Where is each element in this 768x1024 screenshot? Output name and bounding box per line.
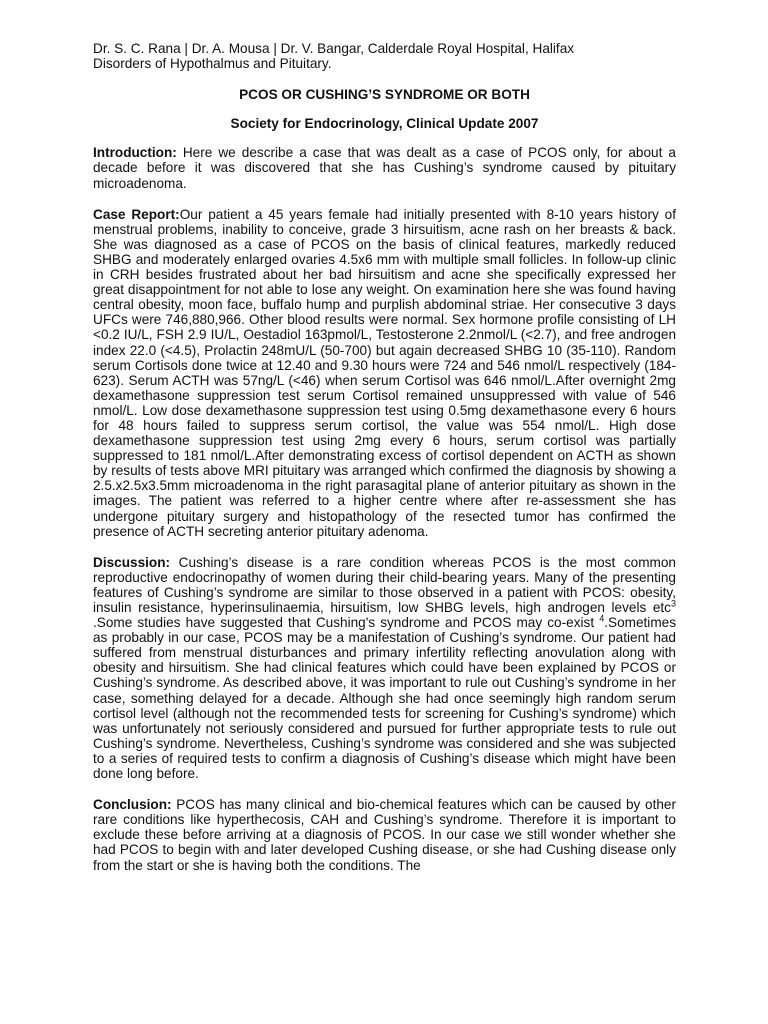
document-subtitle: Society for Endocrinology, Clinical Update 2007	[230, 116, 539, 132]
discussion-label: Discussion:	[93, 554, 171, 570]
discussion-text-part-2: .Some studies have suggested that Cushing's syndrome and PCOS may co-exist	[93, 615, 600, 631]
category-line: Disorders of Hypothalmus and Pituitary.	[93, 56, 332, 72]
reference-4: 4	[599, 613, 605, 624]
authors-line: Dr. S. C. Rana | Dr. A. Mousa | Dr. V. Bangar, Calderdale Royal Hospital, Halifax	[93, 41, 575, 56]
introduction-text: Here we describe a case that was dealt as a case of PCOS only, for about a decade before it was discovered that she has Cushing’s syndrome caused by pituitary microadenoma.	[93, 145, 676, 191]
reference-3: 3	[670, 598, 676, 609]
conclusion-section	[93, 797, 676, 872]
conclusion-label: Conclusion:	[93, 797, 172, 813]
document-title: PCOS OR CUSHING’S SYNDROME OR BOTH	[239, 87, 530, 103]
case-report-label: Case Report:	[93, 206, 180, 222]
introduction-label: Introduction:	[93, 145, 177, 161]
document-page	[93, 41, 676, 873]
discussion-section	[93, 555, 676, 781]
introduction-section	[93, 145, 676, 190]
discussion-text-part-3: .Sometimes as probably in our case, PCOS may be a manifestation of Cushing’s syndrome. Our patient had suffered from menstrual disturbances and primary infertility reflecting anovulation along with obesity and hirsuitism. She had clinical features which could have been explained by PCOS or Cushing’s syndrome. As described above, it was important to rule out Cushing’s syndrome in her case, something delayed for a decade. Although she had once seemingly high random serum cortisol level (although not the recommended tests for screening for Cushing’s syndrome) which was unfortunately not seriously considered and pursued for further appropriate tests to rule out Cushing’s syndrome. Nevertheless, Cushing’s syndrome was considered and she was subjected to a series of required tests to confirm a diagnosis of Cushing’s disease which might have been done long before.	[93, 615, 676, 782]
conclusion-text: PCOS has many clinical and bio-chemical features which can be caused by other rare conditions like hyperthecosis, CAH and Cushing’s syndrome. Therefore it is important to exclude these before arriving at a diagnosis of PCOS. In our case we still wonder whether she had PCOS to begin with and later developed Cushing disease, or she had Cushing disease only from the start or she is having both the conditions. The	[93, 797, 676, 873]
discussion-text-part-1: Cushing’s disease is a rare condition whereas PCOS is the most common reproductive endocrinopathy of women during their child-bearing years. Many of the presenting features of Cushing’s syndrome are similar to those observed in a patient with PCOS: obesity, insulin resistance, hyperinsulinaemia, hirsuitism, low SHBG levels, high androgen levels etc	[93, 554, 676, 615]
case-report-text: Our patient a 45 years female had initially presented with 8-10 years history of menstrual problems, inability to conceive, grade 3 hirsuitism, acne rash on her breasts & back. She was diagnosed as a case of PCOS on the basis of clinical features, markedly reduced SHBG and moderately enlarged ovaries 4.5x6 mm with multiple small follicles. In follow-up clinic in CRH besides frustrated about her bad hirsuitism and acne she specifically expressed her great disappointment for not able to lose any weight. On examination here she was found having central obesity, moon face, buffalo hump and purplish abdominal striae. Her consecutive 3 days UFCs were 746,880,966. Other blood results were normal. Sex hormone profile consisting of LH <0.2 IU/L, FSH 2.9 IU/L, Oestadiol 163pmol/L, Testosterone 2.2nmol/L (<2.7), and free androgen index 22.0 (<4.5), Prolactin 248mU/L (50-700) but again decreased SHBG 10 (35-110). Random serum Cortisols done twice at 12.40 and 9.30 hours were 724 and 546 nmol/L respectively (184-623). Serum ACTH was 57ng/L (<46) when serum Cortisol was 646 nmol/L.After overnight 2mg dexamethasone suppression test serum Cortisol remained unsuppressed with value of 546 nmol/L. Low dose dexamethasone suppression test using 0.5mg dexamethasone every 6 hours for 48 hours failed to suppress serum cortisol, the value was 554 nmol/L. High dose dexamethasone suppression test using 2mg every 6 hours, serum cortisol was partially suppressed to 181 nmol/L.After demonstrating excess of cortisol dependent on ACTH as shown by results of tests above MRI pituitary was arranged which confirmed the diagnosis by showing a 2.5.x2.5x3.5mm microadenoma in the right parasagital plane of anterior pituitary as shown in the images. The patient was referred to a higher centre where after re-assessment she has undergone pituitary surgery and histopathology of the resected tumor has confirmed the presence of ACTH secreting anterior pituitary adenoma.	[93, 206, 676, 539]
case-report-section	[93, 207, 676, 539]
